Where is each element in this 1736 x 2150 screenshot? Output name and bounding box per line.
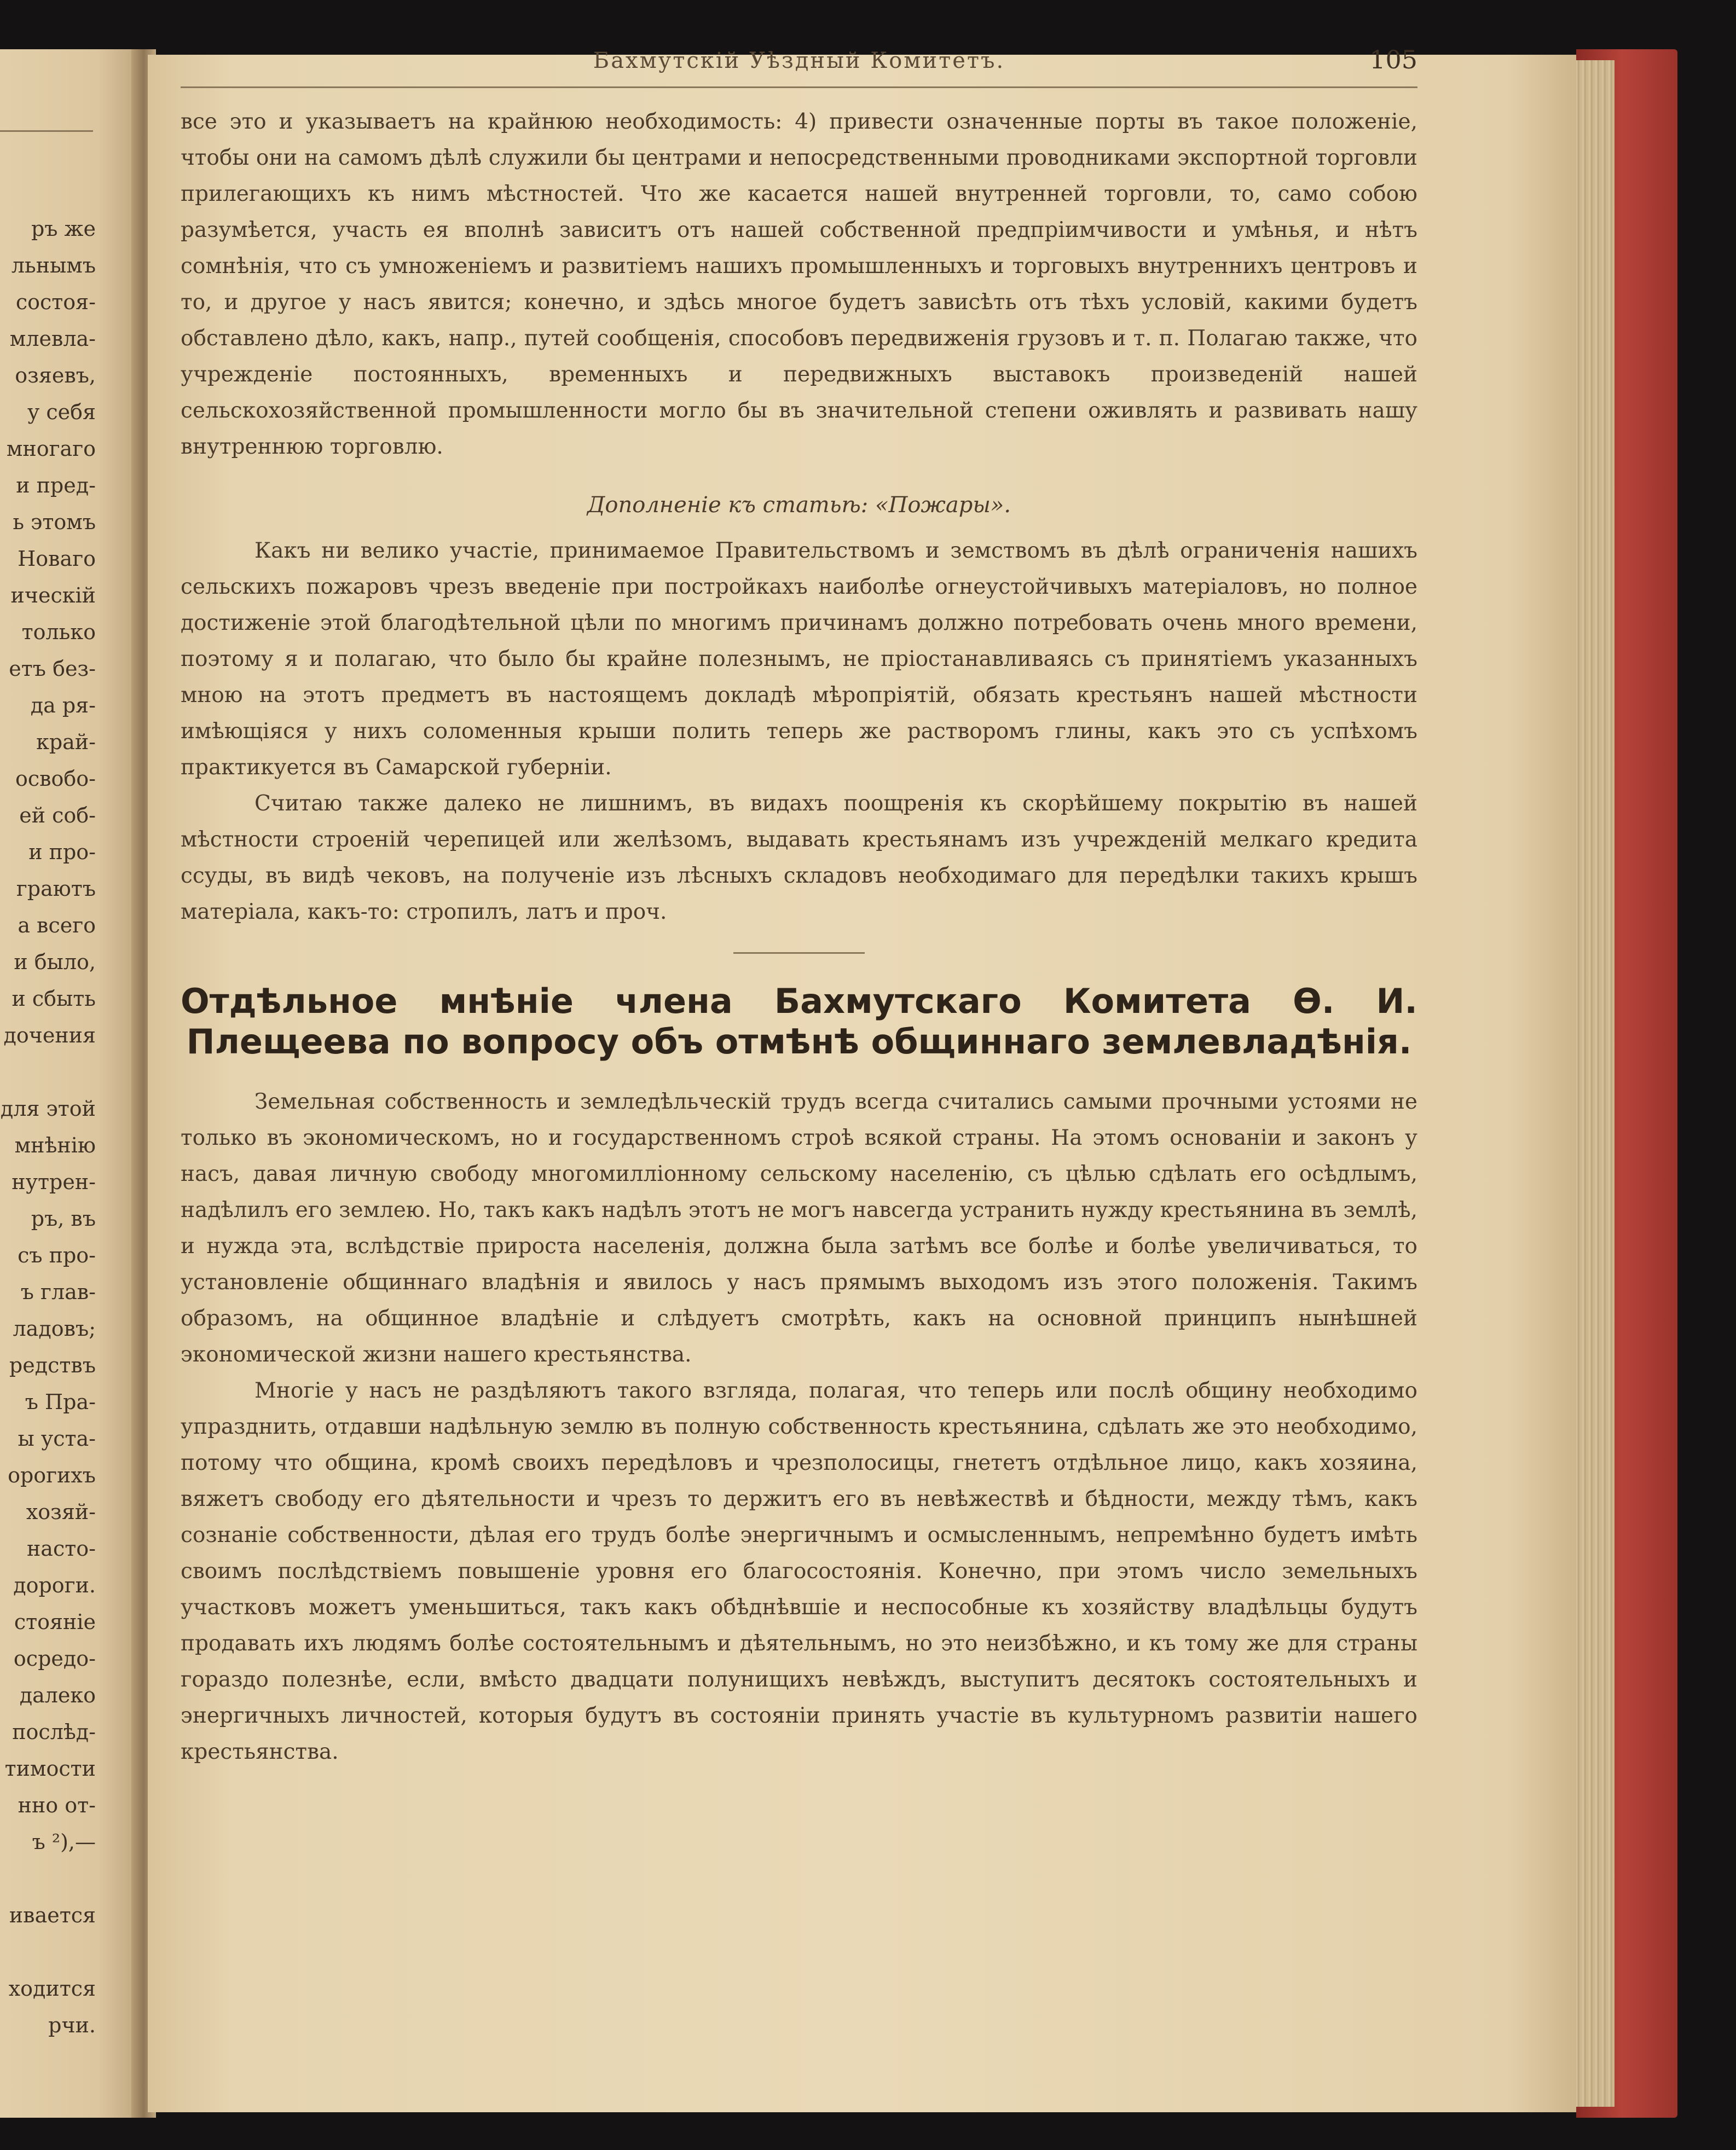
left-page-line [0,1054,96,1091]
left-page-line: и сбыть [11,987,96,1011]
left-page-line: дороги. [13,1573,96,1597]
left-page-line: ладовъ; [13,1317,96,1341]
left-page-line: и про- [28,840,96,864]
left-page-line: етъ без- [9,657,96,681]
left-page-line: ы уста- [18,1427,96,1451]
left-page-line: да ря- [30,693,96,717]
left-page-line: освобо- [15,767,96,791]
addendum-title: Дополненіе къ статьѣ: «Пожары». [587,492,1011,518]
left-page-line: граютъ [16,877,96,901]
addendum-paragraph-2: Считаю также далеко не лишнимъ, въ видахъ поощренія къ скорѣйшему покрытію въ нашей мѣстности строеній черепицей или желѣзомъ, выдавать крестьянамъ изъ учрежденій мелкаго кредита ссуды, въ видѣ чековъ, на полученіе изъ лѣсныхъ складовъ необходимаго для передѣлки такихъ крышъ матеріала, какъ-то: стропилъ, латъ и проч. [181,791,1417,924]
section-paragraph-2: Многіе у насъ не раздѣляютъ такого взгляда, полагая, что теперь или послѣ общину необходимо упразднить, отдавши надѣльную землю въ полную собственность крестьянина, сдѣлать же это необходимо, потому что община, кромѣ своихъ передѣловъ и чрезполосицы, гнететъ отдѣльное лицо, какъ хозяина, вяжетъ свободу его дѣятельности и чрезъ то держитъ его въ невѣжествѣ и бѣдности, между тѣмъ, какъ сознаніе собственности, дѣлая его трудъ болѣе энергичнымъ и осмысленнымъ, непремѣнно будетъ имѣть своимъ послѣдствіемъ повышеніе уровня его благосостоянія. Конечно, при этомъ число земельныхъ участковъ можетъ уменьшиться, такъ какъ обѣднѣвшіе и неспособные къ хозяйству владѣльцы будутъ продавать ихъ людямъ болѣе состоятельнымъ и дѣятельнымъ, но это неизбѣжно, и къ тому же для страны гораздо полезнѣе, если, вмѣсто двадцати полунищихъ невѣждъ, выступитъ десятокъ состоятельныхъ и энергичныхъ личностей, которыя будутъ въ состояніи принять участіе въ культурномъ развитіи нашего крестьянства. [181,1378,1417,1764]
left-page-line: озяевъ, [15,363,96,387]
left-page-line: Новаго [18,547,96,571]
left-page-line: мнѣнію [14,1133,96,1157]
left-page-line: для этой [0,1097,96,1121]
left-page-text-fragments [0,211,96,2044]
left-page-line: ъ Пра- [25,1390,96,1414]
left-page-line: многаго [6,437,96,461]
left-page-line: нно от- [18,1793,96,1817]
left-page-line: только [21,620,96,644]
left-page-line: ходится [8,1977,96,2001]
section-paragraph-1: Земельная собственность и земледѣльческій трудъ всегда считались самыми прочными устоями не только въ экономическомъ, но и государственномъ строѣ всякой страны. На этомъ основаніи и законъ у насъ, давая личную свободу многомилліонному сельскому населенію, съ цѣлью сдѣлать его осѣдлымъ, надѣлилъ его землею. Но, такъ какъ надѣлъ этотъ не могъ навсегда устранить нужду крестьянина въ землѣ, и нужда эта, вслѣдствіе прироста населенія, должна была затѣмъ все болѣе и болѣе увеличиваться, то установленіе общиннаго владѣнія и явилось у насъ прямымъ выходомъ изъ этого положенія. Такимъ образомъ, на общинное владѣніе и слѣдуетъ смотрѣть, какъ на основной принципъ нынѣшней экономической жизни нашего крестьянства. [181,1090,1417,1367]
left-page-line: дочения [3,1023,96,1047]
left-page-line: у себя [27,400,96,424]
page-header [181,45,1417,88]
left-page-line: ь этомъ [13,510,96,534]
left-page-line: тимости [4,1757,96,1781]
left-page-line: ръ же [31,217,96,241]
left-page-line: ъ глав- [20,1280,96,1304]
left-page-line: рчи. [48,2013,96,2037]
left-page-line: состоя- [15,290,96,314]
intro-paragraph: все это и указываетъ на крайнюю необходимость: 4) привести означенные порты въ такое положеніе, чтобы они на самомъ дѣлѣ служили бы центрами и непосредственными проводниками экспортной торговли прилегающихъ къ нимъ мѣстностей. Что же касается нашей внутренней торговли, то, само собою разумѣется, участь ея вполнѣ зависитъ отъ нашей собственной предпріимчивости и умѣнья, и нѣтъ сомнѣнія, что съ умноженіемъ и развитіемъ нашихъ промышленныхъ и торговыхъ внутреннихъ центровъ и то, и другое у насъ явится; конечно, и здѣсь многое будетъ зависѣть отъ тѣхъ условій, какими будетъ обставлено дѣло, какъ, напр., путей сообщенія, способовъ передвиженія грузовъ и т. п. Полагаю также, что учрежденіе постоянныхъ, временныхъ и передвижныхъ выставокъ произведеній нашей сельскохозяйственной промышленности могло бы въ значительной степени оживлять и развивать нашу внутреннюю торговлю. [181,109,1417,459]
left-page-line: и было, [14,950,96,974]
left-page-line: стояніе [14,1610,96,1634]
left-page-line: ивается [9,1903,96,1927]
left-page-line: край- [36,730,96,754]
left-page-line: ическій [10,583,96,607]
left-page-line: а всего [18,913,96,937]
left-page-line: далеко [19,1683,96,1707]
left-page-line: орогихъ [8,1463,96,1487]
left-page-line: осредо- [13,1647,96,1671]
left-page-line: съ про- [18,1243,96,1267]
left-page [0,49,140,2118]
left-page-line: льнымъ [11,253,96,277]
left-page-line: ръ, въ [31,1207,96,1231]
left-page-line: млевла- [9,327,96,351]
left-page-line: нутрен- [11,1170,96,1194]
running-head: Бахмутскій Уѣздный Комитетъ. [593,48,1005,73]
page-body [181,104,1417,1770]
left-page-header-rule [0,130,93,132]
left-page-line: послѣд- [12,1720,96,1744]
left-page-line: редствъ [9,1353,96,1377]
left-page-line [0,1934,96,1971]
page-number: 105 [1369,45,1417,74]
addendum-paragraph-1: Какъ ни велико участіе, принимаемое Правительствомъ и земствомъ въ дѣлѣ ограниченія нашихъ сельскихъ пожаровъ чрезъ введеніе при постройкахъ наиболѣе огнеустойчивыхъ матеріаловъ, но полное достиженіе этой благодѣтельной цѣли по многимъ причинамъ должно потребовать очень много времени, поэтому я и полагаю, что было бы крайне полезнымъ, не пріостанавливаясь съ принятіемъ указанныхъ мною на этотъ предметъ въ настоящемъ докладѣ мѣропріятій, обязать крестьянъ нашей мѣстности имѣющіяся у нихъ соломенныя крыши полить теперь же растворомъ глины, какъ это съ успѣхомъ практикуется въ Самарской губерніи. [181,538,1417,780]
left-page-line: ей соб- [19,803,96,827]
section-title: Отдѣльное мнѣніе члена Бахмутскаго Комитета Ѳ. И. Плещеева по вопросу объ отмѣнѣ общиннаго землевладѣнія. [181,981,1417,1062]
left-page-line: хозяй- [26,1500,96,1524]
section-separator [733,952,865,954]
left-page-line [0,1861,96,1897]
left-page-line: и пред- [16,473,96,497]
left-page-line: ъ ²),— [32,1830,96,1854]
left-page-line: насто- [26,1537,96,1561]
